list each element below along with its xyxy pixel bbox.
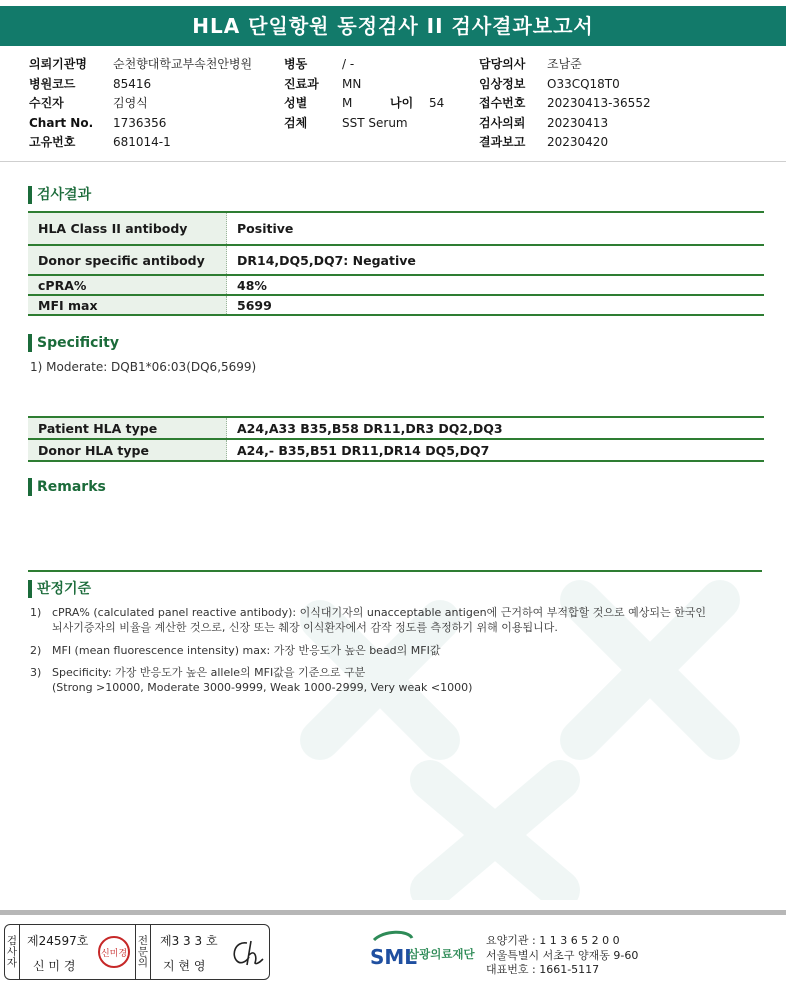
specificity-line: 1) Moderate: DQB1*06:03(DQ6,5699) (30, 360, 257, 374)
tester-name: 신 미 경 (33, 959, 76, 973)
results-table (28, 211, 764, 316)
confirmer-role: 전 문 의 (135, 925, 151, 979)
patient-info-col1: 의뢰기관명 순천향대학교부속천안병원 병원코드 85416 수진자 김영식 Chart No. 1736356 고유번호 681014-1 (29, 57, 253, 149)
criteria-item: 3) Specificity: 가장 반응도가 높은 allele의 MFI값을 기준으로 구분 (Strong >10000, Moderate 3000-9999, Weak 1000-2999, Very weak <1000) (30, 666, 473, 694)
criteria-item: 2) MFI (mean fluorescence intensity) max: 가장 반응도가 높은 bead의 MFI값 (30, 644, 441, 657)
svg-text:SML: SML (370, 945, 418, 969)
svg-text:신미경: 신미경 (100, 949, 128, 959)
confirmer-name: 지 현 영 (163, 959, 206, 973)
table-row: Patient HLA type A24,A33 B35,B58 DR11,DR3 DQ2,DQ3 (28, 417, 764, 439)
confirmer-license: 제3 3 3 호 (160, 934, 218, 948)
table-row: Donor specific antibody DR14,DQ5,DQ7: Negative (28, 245, 764, 275)
table-row: MFI max 5699 (28, 295, 764, 315)
signature-box (4, 924, 270, 980)
tester-seal-stamp (97, 935, 131, 969)
remarks-divider (28, 570, 762, 572)
info-divider (0, 161, 786, 162)
confirmer-signature (225, 933, 265, 973)
tester-license: 제24597호 (27, 934, 89, 948)
table-row: cPRA% 48% (28, 275, 764, 295)
criteria-item: 1) cPRA% (calculated panel reactive antibody): 이식대기자의 unacceptable antigen에 근거하여 부적합할 것으로 예상되는 한국인 뇌사기증자의 비율을 계산한 것으로, 신장 또는 췌장 이식환자에서 감작 정도를 측정하기 위해 이용됩니다. (30, 606, 706, 634)
org-address: 서울특별시 서초구 양재동 9-60 (486, 948, 639, 962)
patient-info-col2: 병동 / - 진료과 MN 성별 M 나이 54 검체 SST Serum (284, 57, 445, 130)
sml-logo (368, 930, 480, 978)
org-code: 요양기관 : 1 1 3 6 5 2 0 0 (486, 934, 620, 947)
hla-type-table (28, 416, 764, 462)
footer-divider (0, 910, 786, 915)
tester-role: 검 사 자 (5, 925, 20, 979)
results-title: 검사결과 (28, 186, 91, 204)
remarks-title: Remarks (28, 478, 106, 496)
patient-info-col3: 담당의사 조남준 임상정보 O33CQ18T0 접수번호 20230413-36552 검사의뢰 20230413 결과보고 20230420 (479, 57, 651, 149)
table-row: Donor HLA type A24,- B35,B51 DR11,DR14 DQ5,DQ7 (28, 439, 764, 461)
org-name: 삼광의료재단 (408, 947, 475, 961)
criteria-title: 판정기준 (28, 580, 91, 598)
report-title: HLA 단일항원 동정검사 II 검사결과보고서 (0, 6, 786, 46)
table-row: HLA Class II antibody Positive (28, 212, 764, 245)
specificity-title: Specificity (28, 334, 119, 352)
org-info (486, 934, 638, 978)
org-phone: 대표번호 : 1661-5117 (486, 963, 600, 976)
